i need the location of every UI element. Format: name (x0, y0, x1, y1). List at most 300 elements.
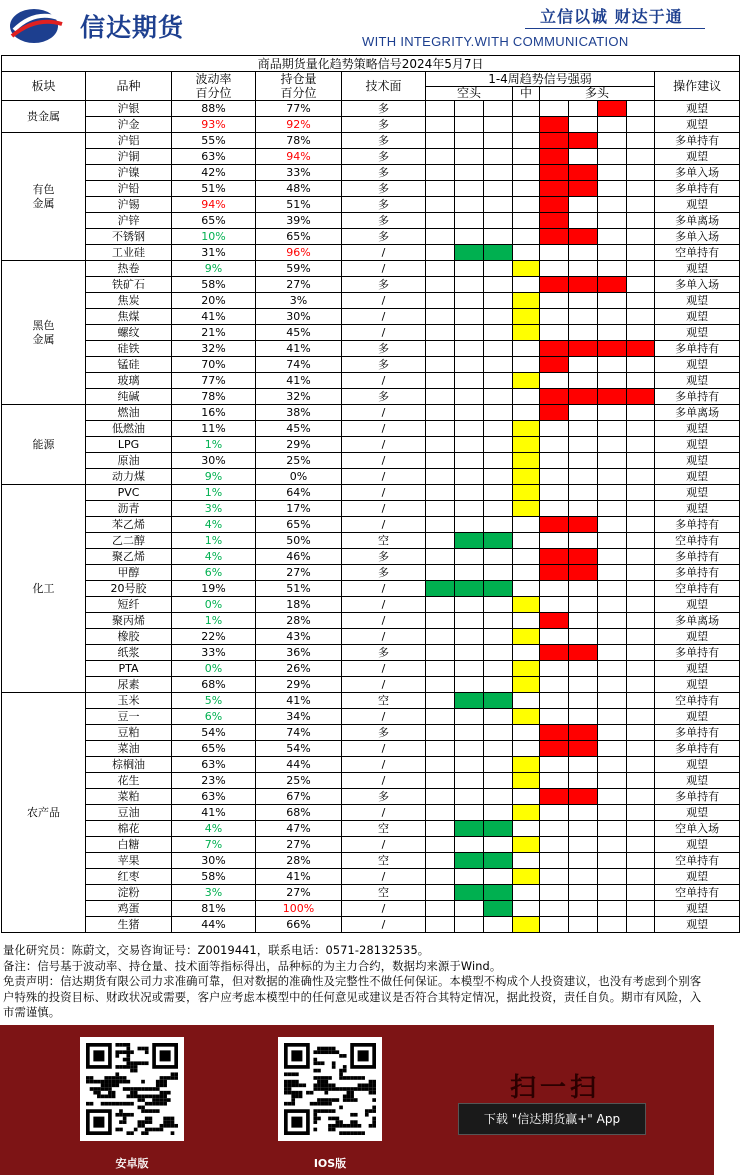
short-signal-cell (484, 693, 513, 709)
variety-cell: 聚丙烯 (86, 613, 172, 629)
signal-cell (455, 565, 484, 581)
signal-cell (598, 165, 627, 181)
signal-cell (540, 597, 569, 613)
volatility-cell: 0% (172, 597, 256, 613)
advice-cell: 多单持有 (655, 565, 740, 581)
table-row (2, 197, 740, 213)
technical-cell: / (342, 901, 426, 917)
signal-cell (484, 389, 513, 405)
technical-cell: 多 (342, 645, 426, 661)
advice-cell: 观望 (655, 373, 740, 389)
signal-cell (426, 917, 455, 933)
table-row (2, 837, 740, 853)
signal-cell (627, 693, 655, 709)
short-signal-cell (484, 533, 513, 549)
signal-cell (426, 789, 455, 805)
volatility-cell: 21% (172, 325, 256, 341)
technical-cell: 多 (342, 389, 426, 405)
signal-cell (598, 693, 627, 709)
signal-cell (455, 549, 484, 565)
remark-note: 备注：信号基于波动率、持仓量、技术面等指标得出，品种标的为主力合约，数据均来源于Wind。 (3, 959, 502, 973)
table-row (2, 405, 740, 421)
volatility-cell: 51% (172, 181, 256, 197)
open-interest-cell: 41% (256, 373, 342, 389)
variety-cell: 生猪 (86, 917, 172, 933)
long-signal-cell (540, 613, 569, 629)
variety-cell: 动力煤 (86, 469, 172, 485)
table-row (2, 437, 740, 453)
signal-cell (455, 277, 484, 293)
technical-cell: / (342, 597, 426, 613)
signal-cell (455, 917, 484, 933)
signal-cell (513, 149, 540, 165)
signal-cell (598, 293, 627, 309)
variety-cell: 玻璃 (86, 373, 172, 389)
signal-cell (598, 357, 627, 373)
open-interest-cell: 46% (256, 549, 342, 565)
neutral-signal-cell (513, 661, 540, 677)
signal-cell (484, 213, 513, 229)
signal-cell (455, 453, 484, 469)
signal-cell (455, 725, 484, 741)
variety-cell: 花生 (86, 773, 172, 789)
neutral-signal-cell (513, 837, 540, 853)
signal-cell (540, 453, 569, 469)
signal-cell (598, 229, 627, 245)
advice-cell: 多单离场 (655, 613, 740, 629)
signal-cell (484, 197, 513, 213)
neutral-signal-cell (513, 469, 540, 485)
long-signal-cell (540, 357, 569, 373)
signal-cell (484, 373, 513, 389)
signal-cell (627, 357, 655, 373)
signal-cell (426, 165, 455, 181)
signal-cell (455, 181, 484, 197)
signal-cell (484, 117, 513, 133)
signal-cell (484, 101, 513, 117)
open-interest-cell: 51% (256, 581, 342, 597)
signal-cell (569, 677, 598, 693)
advice-cell: 多单持有 (655, 741, 740, 757)
technical-cell: / (342, 245, 426, 261)
long-signal-cell (627, 341, 655, 357)
signal-cell (484, 325, 513, 341)
signal-cell (455, 629, 484, 645)
signal-cell (627, 533, 655, 549)
signal-cell (484, 805, 513, 821)
long-signal-cell (569, 789, 598, 805)
advice-cell: 观望 (655, 117, 740, 133)
volatility-cell: 16% (172, 405, 256, 421)
short-signal-cell (484, 901, 513, 917)
signal-cell (569, 629, 598, 645)
signal-cell (627, 677, 655, 693)
signal-cell (513, 389, 540, 405)
signal-cell (540, 917, 569, 933)
signal-cell (426, 533, 455, 549)
signal-cell (598, 197, 627, 213)
signal-cell (598, 821, 627, 837)
advice-cell: 观望 (655, 101, 740, 117)
signal-cell (513, 789, 540, 805)
header-signal: 1-4周趋势信号强弱 (426, 72, 655, 87)
table-row (2, 853, 740, 869)
signal-cell (484, 421, 513, 437)
advice-cell: 空单持有 (655, 693, 740, 709)
android-label: 安卓版 (115, 1157, 149, 1170)
signal-cell (426, 117, 455, 133)
signal-cell (426, 277, 455, 293)
open-interest-cell: 25% (256, 453, 342, 469)
signal-cell (598, 645, 627, 661)
volatility-cell: 81% (172, 901, 256, 917)
open-interest-cell: 25% (256, 773, 342, 789)
signal-cell (598, 325, 627, 341)
advice-cell: 观望 (655, 485, 740, 501)
volatility-cell: 65% (172, 741, 256, 757)
variety-cell: 沥青 (86, 501, 172, 517)
signal-cell (598, 725, 627, 741)
signal-cell (455, 677, 484, 693)
volatility-cell: 19% (172, 581, 256, 597)
signal-cell (455, 165, 484, 181)
signal-cell (627, 485, 655, 501)
table-row (2, 133, 740, 149)
signal-cell (426, 549, 455, 565)
signal-cell (598, 245, 627, 261)
table-row (2, 869, 740, 885)
signal-cell (569, 485, 598, 501)
advice-cell: 空单入场 (655, 821, 740, 837)
open-interest-cell: 38% (256, 405, 342, 421)
table-row (2, 917, 740, 933)
volatility-cell: 70% (172, 357, 256, 373)
advice-cell: 观望 (655, 453, 740, 469)
variety-cell: 菜粕 (86, 789, 172, 805)
signal-cell (484, 597, 513, 613)
variety-cell: 淀粉 (86, 885, 172, 901)
signal-cell (627, 885, 655, 901)
signal-cell (569, 373, 598, 389)
signal-cell (426, 197, 455, 213)
signal-cell (455, 501, 484, 517)
variety-cell: 纸浆 (86, 645, 172, 661)
long-signal-cell (540, 133, 569, 149)
volatility-cell: 10% (172, 229, 256, 245)
signal-cell (540, 837, 569, 853)
signal-cell (598, 581, 627, 597)
open-interest-cell: 77% (256, 101, 342, 117)
signal-cell (627, 613, 655, 629)
volatility-cell: 41% (172, 805, 256, 821)
table-row (2, 821, 740, 837)
signal-cell (598, 661, 627, 677)
variety-cell: 原油 (86, 453, 172, 469)
signal-cell (484, 661, 513, 677)
signal-cell (627, 645, 655, 661)
technical-cell: / (342, 501, 426, 517)
disclaimer-note: 免责声明：信达期货有限公司力求准确可靠，但对数据的准确性及完整性不做任何保证。本模型不构成个人投资建议，也没有考虑到个别客户特殊的投资目标、财政状况或需要，客户应考虑本模型中的任何意见或建议是否符合其特定情况，据此投资，责任自负。期市有风险，入市需谨慎。 (3, 975, 702, 1019)
signal-cell (426, 213, 455, 229)
technical-cell: 多 (342, 357, 426, 373)
signal-cell (627, 565, 655, 581)
variety-cell: 红枣 (86, 869, 172, 885)
variety-cell: 沪铅 (86, 181, 172, 197)
signal-cell (569, 853, 598, 869)
signal-cell (455, 901, 484, 917)
signal-cell (540, 261, 569, 277)
signal-cell (598, 133, 627, 149)
signal-cell (455, 757, 484, 773)
table-row (2, 101, 740, 117)
signal-cell (455, 325, 484, 341)
open-interest-cell: 44% (256, 757, 342, 773)
signal-cell (627, 517, 655, 533)
sector-cell: 有色 金属 (2, 133, 86, 261)
volatility-cell: 78% (172, 389, 256, 405)
signal-cell (569, 805, 598, 821)
long-signal-cell (627, 389, 655, 405)
variety-cell: 螺纹 (86, 325, 172, 341)
variety-cell: 沪铝 (86, 133, 172, 149)
variety-cell: 不锈钢 (86, 229, 172, 245)
signal-cell (627, 821, 655, 837)
signal-cell (627, 261, 655, 277)
open-interest-cell: 64% (256, 485, 342, 501)
signal-cell (569, 213, 598, 229)
neutral-signal-cell (513, 805, 540, 821)
xinda-logo-icon (8, 6, 64, 46)
signal-cell (627, 837, 655, 853)
technical-cell: / (342, 629, 426, 645)
signal-cell (484, 773, 513, 789)
volatility-cell: 22% (172, 629, 256, 645)
variety-cell: 20号胶 (86, 581, 172, 597)
signal-cell (426, 517, 455, 533)
variety-cell: 沪锌 (86, 213, 172, 229)
signal-cell (426, 757, 455, 773)
short-signal-cell (455, 693, 484, 709)
android-qr-icon (86, 1043, 178, 1135)
signal-cell (627, 805, 655, 821)
long-signal-cell (569, 549, 598, 565)
signal-cell (598, 597, 627, 613)
signal-cell (540, 805, 569, 821)
variety-cell: PVC (86, 485, 172, 501)
open-interest-cell: 78% (256, 133, 342, 149)
technical-cell: / (342, 293, 426, 309)
technical-cell: 空 (342, 821, 426, 837)
signal-cell (513, 821, 540, 837)
signal-cell (426, 469, 455, 485)
advice-cell: 多单持有 (655, 389, 740, 405)
download-footer (0, 1025, 714, 1175)
signal-cell (484, 645, 513, 661)
open-interest-cell: 27% (256, 565, 342, 581)
long-signal-cell (540, 741, 569, 757)
technical-cell: 多 (342, 229, 426, 245)
ios-qr-code[interactable] (278, 1037, 382, 1141)
table-row (2, 485, 740, 501)
signal-cell (513, 133, 540, 149)
header-long: 多头 (540, 86, 655, 101)
advice-cell: 观望 (655, 421, 740, 437)
advice-cell: 多单持有 (655, 133, 740, 149)
technical-cell: 多 (342, 181, 426, 197)
signal-cell (484, 293, 513, 309)
volatility-cell: 68% (172, 677, 256, 693)
advice-cell: 观望 (655, 917, 740, 933)
technical-cell: / (342, 325, 426, 341)
signal-cell (569, 709, 598, 725)
advice-cell: 观望 (655, 149, 740, 165)
signal-cell (455, 741, 484, 757)
open-interest-cell: 54% (256, 741, 342, 757)
long-signal-cell (569, 565, 598, 581)
signal-cell (484, 709, 513, 725)
signal-cell (484, 677, 513, 693)
long-signal-cell (598, 101, 627, 117)
download-app-button[interactable]: 下载 "信达期货赢+" App (458, 1103, 646, 1135)
neutral-signal-cell (513, 757, 540, 773)
signal-cell (627, 469, 655, 485)
table-row (2, 693, 740, 709)
researcher-note: 量化研究员：陈蔚文，交易咨询证号：Z0019441，联系电话：0571-28132535。 (3, 944, 430, 957)
signal-cell (513, 613, 540, 629)
table-row (2, 245, 740, 261)
long-signal-cell (540, 229, 569, 245)
signal-cell (569, 533, 598, 549)
volatility-cell: 3% (172, 501, 256, 517)
volatility-cell: 58% (172, 869, 256, 885)
table-row (2, 709, 740, 725)
short-signal-cell (455, 581, 484, 597)
variety-cell: 短纤 (86, 597, 172, 613)
signal-cell (569, 917, 598, 933)
notes-section (3, 943, 711, 1021)
neutral-signal-cell (513, 293, 540, 309)
signal-cell (455, 405, 484, 421)
header-advice: 操作建议 (655, 72, 740, 101)
sector-cell: 黑色 金属 (2, 261, 86, 405)
signal-cell (598, 837, 627, 853)
signal-cell (569, 469, 598, 485)
signal-cell (598, 213, 627, 229)
scan-label: 扫一扫 (510, 1073, 601, 1103)
table-row (2, 533, 740, 549)
neutral-signal-cell (513, 869, 540, 885)
short-signal-cell (426, 581, 455, 597)
signal-cell (455, 421, 484, 437)
signal-cell (426, 293, 455, 309)
signal-cell (484, 133, 513, 149)
signal-cell (455, 645, 484, 661)
open-interest-cell: 34% (256, 709, 342, 725)
advice-cell: 观望 (655, 677, 740, 693)
signal-cell (540, 693, 569, 709)
table-row (2, 517, 740, 533)
header-variety: 品种 (86, 72, 172, 101)
advice-cell: 观望 (655, 469, 740, 485)
signal-cell (627, 581, 655, 597)
signal-cell (426, 821, 455, 837)
signal-cell (627, 373, 655, 389)
signal-cell (540, 757, 569, 773)
technical-cell: / (342, 677, 426, 693)
advice-cell: 观望 (655, 773, 740, 789)
signal-cell (455, 357, 484, 373)
technical-cell: / (342, 661, 426, 677)
technical-cell: / (342, 373, 426, 389)
long-signal-cell (569, 165, 598, 181)
advice-cell: 多单入场 (655, 277, 740, 293)
variety-cell: PTA (86, 661, 172, 677)
neutral-signal-cell (513, 917, 540, 933)
signal-cell (540, 373, 569, 389)
volatility-cell: 54% (172, 725, 256, 741)
variety-cell: 沪银 (86, 101, 172, 117)
signal-cell (426, 853, 455, 869)
table-row (2, 453, 740, 469)
signal-cell (627, 229, 655, 245)
signal-cell (513, 229, 540, 245)
variety-cell: 沪铜 (86, 149, 172, 165)
advice-cell: 空单持有 (655, 245, 740, 261)
long-signal-cell (569, 229, 598, 245)
variety-cell: 白糖 (86, 837, 172, 853)
signal-cell (540, 469, 569, 485)
volatility-cell: 55% (172, 133, 256, 149)
advice-cell: 多单持有 (655, 341, 740, 357)
advice-cell: 观望 (655, 437, 740, 453)
long-signal-cell (598, 341, 627, 357)
ios-qr-icon (284, 1043, 376, 1135)
table-row (2, 741, 740, 757)
long-signal-cell (569, 277, 598, 293)
short-signal-cell (484, 245, 513, 261)
signal-cell (598, 469, 627, 485)
android-qr-code[interactable] (80, 1037, 184, 1141)
table-row (2, 677, 740, 693)
signal-cell (426, 693, 455, 709)
signal-cell (540, 869, 569, 885)
neutral-signal-cell (513, 325, 540, 341)
short-signal-cell (484, 853, 513, 869)
table-row (2, 549, 740, 565)
signal-cell (513, 117, 540, 133)
signal-cell (426, 725, 455, 741)
signal-cell (569, 357, 598, 373)
volatility-cell: 6% (172, 565, 256, 581)
table-row (2, 805, 740, 821)
long-signal-cell (598, 389, 627, 405)
signal-cell (426, 437, 455, 453)
open-interest-cell: 59% (256, 261, 342, 277)
signal-cell (627, 597, 655, 613)
sector-cell: 能源 (2, 405, 86, 485)
variety-cell: 乙二醇 (86, 533, 172, 549)
signal-table (1, 55, 740, 933)
signal-cell (513, 405, 540, 421)
signal-cell (569, 597, 598, 613)
signal-cell (455, 133, 484, 149)
signal-cell (569, 197, 598, 213)
volatility-cell: 93% (172, 117, 256, 133)
variety-cell: 低燃油 (86, 421, 172, 437)
signal-cell (569, 501, 598, 517)
variety-cell: 棕榈油 (86, 757, 172, 773)
signal-cell (455, 773, 484, 789)
